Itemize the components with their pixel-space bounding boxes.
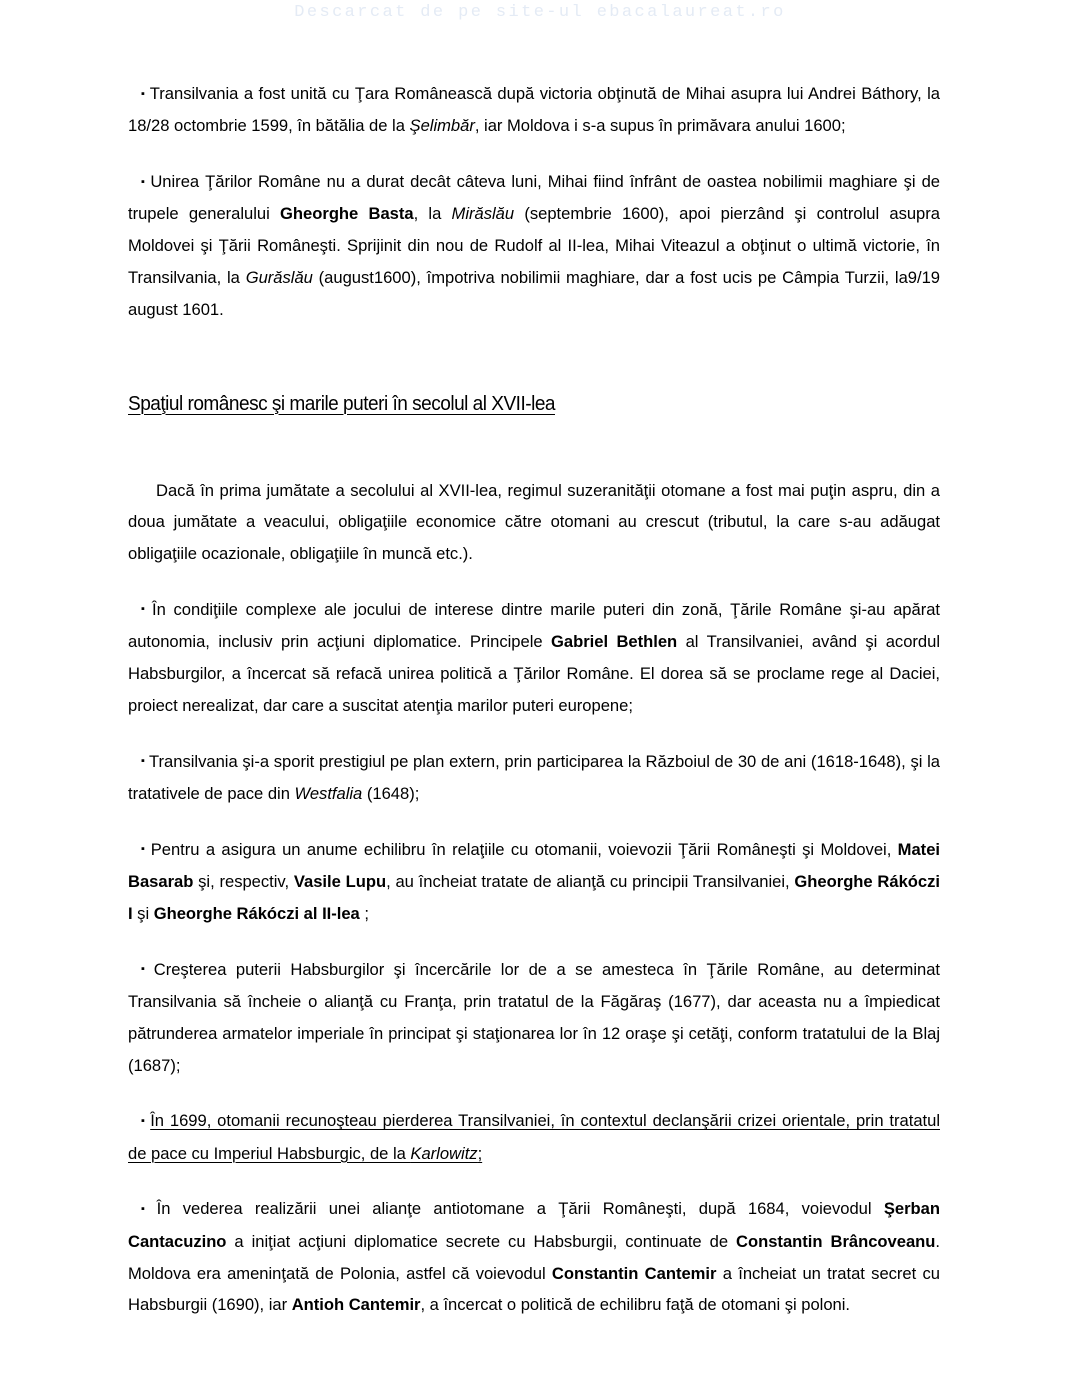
spacer	[128, 941, 940, 954]
paragraph-razboiul-de-30-de-ani	[128, 746, 940, 810]
underlined-run: În 1699, otomanii recunoşteau pierderea Transilvaniei, în contextul declanşării crizei orientale, prin tratatul de pace cu Imperiul Habsburgic, de la	[128, 1111, 940, 1163]
spacer	[128, 1180, 940, 1193]
bold-vasile-lupu: Vasile Lupu	[293, 872, 387, 892]
bold-antioh-cantemir: Antioh Cantemir	[291, 1295, 421, 1315]
text-run: , au încheiat tratate de alianţă cu principii Transilvaniei,	[386, 872, 795, 892]
bullet-marker-icon: ▪	[141, 1202, 153, 1215]
text-run: a încheiat un tratat secret cu Habsburgii (1690), iar	[128, 1263, 941, 1315]
text-run: (1648);	[362, 783, 420, 803]
bold-gheorghe-basta: Gheorghe Basta	[280, 204, 414, 224]
italic-westfalia: Westfalia	[294, 783, 363, 803]
bold-serban-cantacuzino: Şerban Cantacuzino	[128, 1199, 940, 1251]
paragraph-habsburgi-fagaras-blaj	[128, 954, 940, 1082]
spacer	[128, 417, 940, 475]
text-run: , a încercat o politică de echilibru faţă de otomani şi poloni.	[420, 1295, 850, 1315]
bold-matei-basarab: Matei Basarab	[128, 839, 940, 892]
paragraph-unirea-tarilor-romane	[128, 166, 940, 325]
text-run: În condiţiile complexe ale jocului de interese dintre marile puteri din zonă, Ţările Române şi-au apărat autonomia, inclusiv prin acţiuni diplomatice. Principele	[128, 599, 940, 652]
bullet-marker-icon: ▪	[141, 175, 147, 188]
site-watermark: Descarcat de pe site-ul ebacalaureat.ro	[294, 3, 786, 22]
bold-constantin-cantemir: Constantin Cantemir	[551, 1263, 717, 1283]
bullet-marker-icon: ▪	[141, 755, 146, 768]
text-run: şi	[132, 903, 154, 923]
text-run: Transilvania şi-a sporit prestigiul pe plan extern, prin participarea la Războiul de 30 de ani (1618-1648), şi la tratativele de pace din	[128, 751, 940, 803]
text-run: a iniţiat acţiuni diplomatice secrete cu Habsburgii, continuate de	[226, 1231, 737, 1251]
bullet-marker-icon: ▪	[141, 1114, 147, 1127]
paragraph-karlowitz-1699	[128, 1105, 940, 1169]
paragraph-matei-basarab-vasile-lupu	[128, 834, 940, 930]
paragraph-gabriel-bethlen	[128, 594, 940, 722]
bold-constantin-brancoveanu: Constantin Brâncoveanu	[736, 1231, 936, 1251]
italic-miraslau: Mirăslău	[451, 204, 515, 224]
bold-gheorghe-rakoczi-ii: Gheorghe Rákóczi al II-lea	[153, 903, 360, 923]
text-run: Unirea Ţărilor Române nu a durat decât câteva luni, Mihai fiind înfrânt de oastea nobilimii maghiare şi de trupele generalului	[128, 172, 940, 224]
spacer	[128, 821, 940, 834]
spacer	[128, 337, 940, 391]
text-run: (august1600), împotriva nobilimii maghiare, dar a fost ucis pe Câmpia Turzii, la9/19 august 1601.	[128, 267, 941, 319]
text-run: , iar Moldova i s-a supus în primăvara anului 1600;	[474, 116, 846, 136]
text-run: (septembrie 1600), apoi pierzând şi controlul asupra Moldovei şi Ţării Româneşti. Sprijinit din nou de Rudolf al II-lea, Mihai Viteazul a obţinut o ultimă victorie, în Transilvania, la	[128, 204, 940, 287]
spacer	[128, 581, 940, 594]
text-run: Transilvania a fost unită cu Ţara Românească după victoria obţinută de Mihai asupra lui Andrei Báthory, la 18/28 octombrie 1599, în bătălia de la	[128, 84, 940, 136]
italic-guraslau: Gurăslău	[245, 267, 313, 287]
italic-selimbar: Şelimbăr	[409, 116, 475, 136]
bullet-marker-icon: ▪	[141, 603, 149, 616]
text-run: Pentru a asigura un anume echilibru în relaţiile cu otomanii, voievozii Ţării Româneşti şi Moldovei,	[150, 839, 898, 859]
document-content	[128, 78, 940, 1321]
text-run: şi, respectiv,	[193, 872, 294, 892]
text-run: Creşterea puterii Habsburgilor şi încercările lor de a se amesteca în Ţările Române, au determinat Transilvania să încheie o alianţă cu Franţa, prin tratatul de la Făgăraş (1677), dar aceasta nu a împiedicat pătrunderea armatelor imperiale în principat şi staţionarea lor în 12 oraşe şi cetăţi, conform tratatului de la Blaj (1687);	[128, 959, 940, 1075]
bullet-marker-icon: ▪	[141, 843, 147, 856]
bold-gabriel-bethlen: Gabriel Bethlen	[551, 632, 678, 652]
underlined-run: ;	[477, 1143, 483, 1163]
bold-gheorghe-rakoczi-i: Gheorghe Rákóczi I	[128, 872, 940, 923]
paragraph-serban-cantacuzino-cantemir	[128, 1193, 940, 1321]
italic-karlowitz: Karlowitz	[410, 1143, 478, 1163]
bullet-marker-icon: ▪	[141, 87, 146, 100]
section-heading: Spaţiul românesc şi marile puteri în secolul al XVII-lea	[128, 391, 556, 415]
text-run: al Transilvaniei, având şi acordul Habsburgilor, a încercat să refacă unirea politică a Ţărilor Române. El dorea să se proclame rege al Daciei, proiect nerealizat, dar care a suscitat atenţia marilor puteri europene;	[128, 632, 940, 715]
text-run: În vederea realizării unei alianţe antiotomane a Ţării Româneşti, după 1684, voievodul	[156, 1199, 884, 1219]
spacer	[128, 1092, 940, 1105]
paragraph-transilvania-unire	[128, 78, 940, 142]
text-run: ;	[359, 903, 369, 923]
spacer	[128, 153, 940, 166]
bullet-marker-icon: ▪	[141, 963, 150, 976]
text-run: . Moldova era ameninţată de Polonia, astfel că voievodul	[128, 1231, 940, 1283]
text-run: , la	[413, 204, 452, 224]
spacer	[128, 733, 940, 746]
paragraph-suzeranitate-otomana: Dacă în prima jumătate a secolului al XVII-lea, regimul suzeranităţii otomane a fost mai puţin aspru, din a doua jumătate a veacului, obligaţiile economice către otomani au crescut (tributul, la care s-au adăugat obligaţiile ocazionale, obligaţiile în muncă etc.).	[128, 480, 940, 564]
